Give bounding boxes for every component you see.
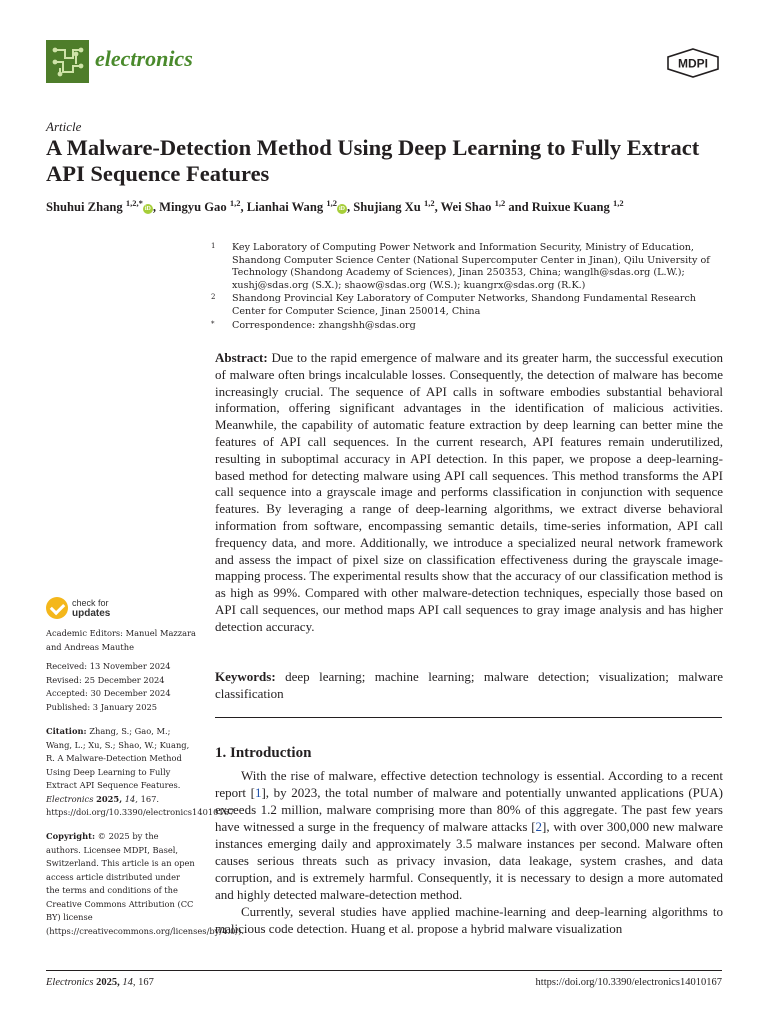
affiliation-mark: 2 — [211, 293, 216, 301]
author-affil-sup: 1,2 — [423, 198, 435, 208]
footer-volume: 14, — [122, 977, 136, 988]
abstract-text: Due to the rapid emergence of malware and its greater harm, the successful execution of malware often brings incalculable losses. Consequently, the detection of malware has become increasingly crucial. The sequence of API calls in software embodies substantial behavioral information, offering significant advantages in the identification of malicious activities. Meanwhile, the capability of automatic feature extraction by deep learning can better mine the features of API call sequences. In the current research, API features remain underutilized, resulting in suboptimal accuracy in API detection. In this paper, we propose a deep-learning-based method for detecting malware using API call sequences. This method transforms the API call sequence into a grayscale image and performs classification in conjunction with sequence features. By leveraging a range of deep-learning algorithms, we extract diverse behavioral information from software, encompassing semantic details, time-series information, API call frequency data, and more. Additionally, we introduce a specialized neural network framework and assess the impact of pixel size on classification effectiveness during the grayscale image-mapping process. The experimental results show that the accuracy of our classification method is as high as 99%. Compared with other malware-detection techniques, especially those based on API call sequences, our method maps API call sequences to gray image analysis and has higher detection accuracy. — [215, 350, 724, 634]
paragraph — [215, 767, 723, 903]
copyright-label: Copyright: — [46, 831, 96, 841]
orcid-icon[interactable]: iD — [338, 206, 345, 213]
revised-date: Revised: 25 December 2024 — [46, 674, 165, 685]
received-date: Received: 13 November 2024 — [46, 661, 171, 671]
publication-dates — [46, 660, 196, 714]
footer-doi-link[interactable]: https://doi.org/10.3390/electronics14010167 — [535, 977, 722, 988]
article-type: Article — [46, 119, 82, 134]
citation — [46, 725, 235, 820]
citation-text: Zhang, S.; Gao, M.; Wang, L.; Xu, S.; Shao, W.; Kuang, R. A Malware-Detection Method Using Deep Learning to Fully Extract API Sequence Features. — [46, 726, 190, 790]
abstract-label: Abstract: — [215, 350, 268, 365]
footer-year: 2025, — [96, 977, 120, 988]
author-affil-sup: 1,2 — [326, 198, 337, 208]
mdpi-logo-icon — [666, 48, 720, 78]
footer-citation — [46, 977, 154, 988]
author-affil-sup: 1,2 — [229, 198, 241, 208]
footer-divider — [46, 970, 722, 971]
journal-name: electronics — [95, 46, 193, 71]
citation-volume: 14, — [124, 793, 138, 804]
citation-label: Citation: — [46, 726, 87, 736]
academic-editors: Academic Editors: Manuel Mazzara and Andreas Mauthe — [46, 628, 196, 652]
author-list: Shuhui Zhang $^{1,2,*}$iD , Mingyu Gao $^{1,2}$, Lianhai Wang $^{1,2}$iD , Shujiang Xu $^{1,2}$, Wei Shao $^{1,2}$ and Ruixue Kuang $^{1,2}$ — [46, 198, 624, 215]
affiliation-mark: * — [211, 320, 215, 328]
citation-year: 2025, — [96, 793, 123, 804]
copyright — [46, 830, 245, 938]
author-affil-sup: 1,2 — [494, 198, 506, 208]
accepted-date: Accepted: 30 December 2024 — [46, 688, 171, 698]
copyright-text: © 2025 by the authors. Licensee MDPI, Basel, Switzerland. This article is an open access article distributed under the terms and conditions of the Creative Commons Attribution (CC BY) license (https://creativecommons.org/licenses/by/4.0/). — [46, 831, 245, 936]
check-label-top: check for — [72, 598, 109, 608]
paragraph: Currently, several studies have applied machine-learning and deep-learning algorithms to malicious code detection. Huang et al. propose a hybrid malware visualization — [215, 904, 723, 936]
keywords-text: deep learning; machine learning; malware detection; visualization; malware classification — [215, 669, 723, 701]
footer-page: 167 — [138, 977, 154, 988]
citation-doi[interactable]: 167. https://doi.org/10.3390/electronics14010167 — [46, 793, 235, 817]
check-label-bottom: updates — [72, 608, 111, 619]
citation-journal: Electronics — [46, 793, 94, 804]
check-updates-label — [72, 598, 110, 619]
affiliation-text: Key Laboratory of Computing Power Network and Information Security, Ministry of Education, Shandong Computer Science Center (National Supercomputer Center in Jinan), Qilu University of Technology (Shandong Academy of Sciences), Jinan 250353, China; wanglh@sdas.org (L.W.); xushj@sdas.org (S.X.); shaow@sdas.org (W.S.); kuangrx@sdas.org (R.K.) — [232, 242, 710, 291]
author-name[interactable]: Shuhui Zhang — [46, 200, 123, 215]
footer-journal: Electronics — [46, 977, 94, 988]
author-name[interactable]: Mingyu Gao — [159, 200, 227, 215]
reference-link[interactable]: 1 — [254, 785, 262, 800]
affiliation-mark: 1 — [211, 242, 216, 250]
check-for-updates-button[interactable] — [46, 596, 126, 620]
check-icon — [46, 597, 68, 619]
author-affil-sup: 1,2 — [613, 198, 624, 208]
section-heading: 1. Introduction — [215, 745, 312, 761]
paragraph-text: ], with over 300,000 new malware instances emerging daily and approximately 3.5 malware instances per second. Malware often causes serious threats such as privacy invasion, data leakage, system crashes, and data corruption, and is extremely harmful. Consequently, it is necessary to design a more automated and highly detected malware-detection method. — [215, 819, 724, 902]
reference-link[interactable]: 2 — [535, 819, 543, 834]
journal-logo-icon — [46, 40, 89, 83]
section-divider — [215, 717, 722, 718]
author-name[interactable]: Wei Shao — [440, 200, 492, 215]
author-name[interactable]: Shujiang Xu — [353, 200, 421, 215]
publisher-name: MDPI — [678, 56, 708, 71]
page-title: A Malware-Detection Method Using Deep Learning to Fully Extract API Sequence Features — [46, 135, 700, 186]
keywords-label: Keywords: — [215, 669, 276, 684]
paragraph-text: With the rise of malware, effective detection technology is essential. According to a recent report [ — [215, 768, 723, 800]
author-affil-sup: 1,2,* — [125, 198, 143, 208]
intro-body — [215, 767, 723, 937]
paragraph-text: ], by 2023, the total number of malware and potentially unwanted applications (PUA) exceeds 1.2 million, malware comprising more than 80% of this aggregate. The past few years have witnessed a surge in the frequency of malware attacks [ — [215, 785, 724, 834]
author-name[interactable]: Lianhai Wang — [246, 200, 324, 215]
affiliation-text: Shandong Provincial Key Laboratory of Computer Networks, Shandong Fundamental Research Center for Computer Science, Jinan 250014, China — [232, 293, 696, 317]
keywords — [215, 669, 723, 703]
correspondence-text: Correspondence: zhangshh@sdas.org — [232, 320, 416, 331]
published-date: Published: 3 January 2025 — [46, 701, 158, 712]
abstract — [215, 350, 723, 636]
author-name[interactable]: Ruixue Kuang — [531, 200, 610, 215]
orcid-icon[interactable]: iD — [144, 206, 151, 213]
